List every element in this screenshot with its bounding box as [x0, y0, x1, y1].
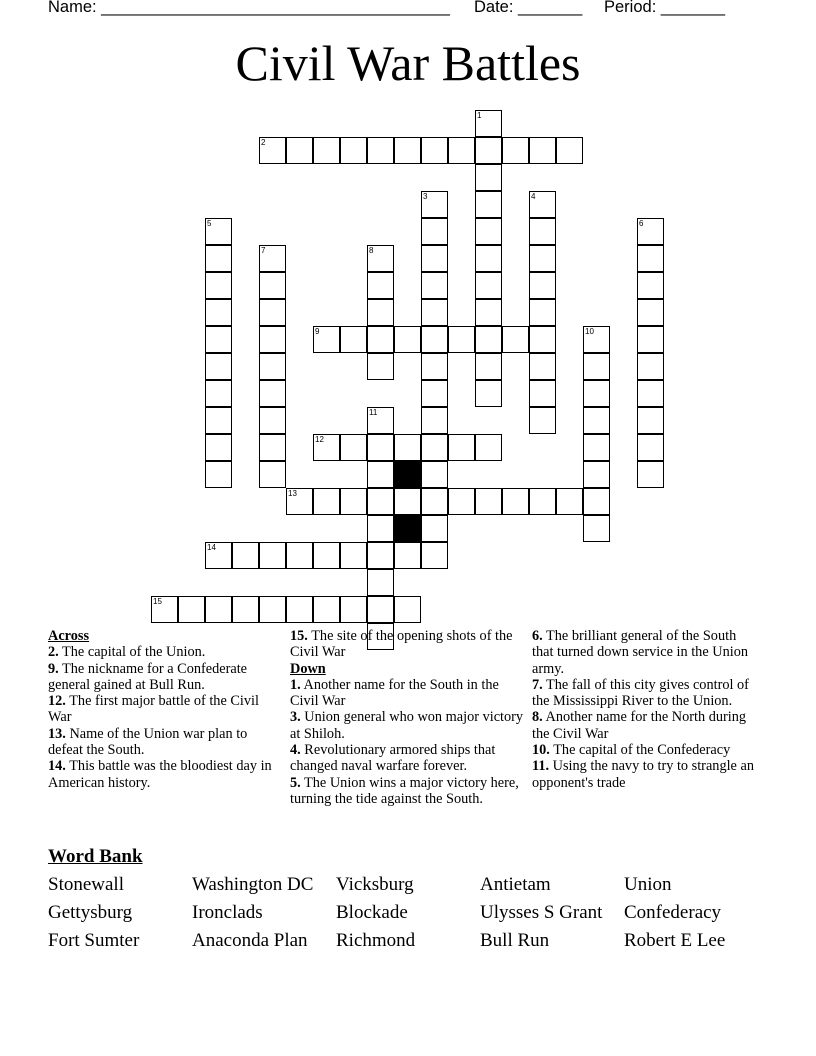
- crossword-cell[interactable]: [448, 326, 475, 353]
- crossword-cell[interactable]: [529, 488, 556, 515]
- crossword-cell[interactable]: [583, 488, 610, 515]
- crossword-cell[interactable]: [529, 326, 556, 353]
- across-heading: Across: [48, 628, 90, 644]
- crossword-cell[interactable]: [367, 488, 394, 515]
- crossword-cell[interactable]: [205, 596, 232, 623]
- crossword-cell[interactable]: [205, 542, 232, 569]
- clue-across-13: 13. Name of the Union war plan to defeat the South.: [48, 725, 248, 759]
- crossword-cell[interactable]: [475, 488, 502, 515]
- date-field[interactable]: Date: _______: [474, 0, 583, 16]
- word-bank-title: Word Bank: [48, 846, 143, 867]
- crossword-cell[interactable]: [259, 299, 286, 326]
- crossword-cell[interactable]: [637, 461, 664, 488]
- crossword-cell[interactable]: [151, 596, 178, 623]
- clue-number: 9: [315, 327, 320, 336]
- crossword-cell[interactable]: [421, 407, 448, 434]
- word-bank-item: Ironclads: [192, 902, 263, 923]
- crossword-cell[interactable]: [313, 488, 340, 515]
- crossword-cell[interactable]: [475, 245, 502, 272]
- period-field[interactable]: Period: _______: [604, 0, 726, 16]
- crossword-cell[interactable]: [637, 407, 664, 434]
- crossword-cell[interactable]: [637, 272, 664, 299]
- crossword-cell[interactable]: [205, 434, 232, 461]
- crossword-block: [394, 515, 421, 542]
- crossword-cell[interactable]: [502, 326, 529, 353]
- crossword-cell[interactable]: [313, 326, 340, 353]
- clue-number: 1: [477, 111, 482, 120]
- clues-col-2: [290, 628, 525, 807]
- crossword-cell[interactable]: [529, 218, 556, 245]
- crossword-cell[interactable]: [259, 272, 286, 299]
- crossword-cell[interactable]: [259, 137, 286, 164]
- crossword-cell[interactable]: [394, 434, 421, 461]
- crossword-cell[interactable]: [583, 326, 610, 353]
- crossword-cell[interactable]: [340, 542, 367, 569]
- crossword-cell[interactable]: [529, 245, 556, 272]
- clue-across-2: 2. The capital of the Union.: [48, 644, 206, 661]
- crossword-cell[interactable]: [421, 353, 448, 380]
- crossword-cell[interactable]: [205, 380, 232, 407]
- crossword-cell[interactable]: [421, 218, 448, 245]
- crossword-cell[interactable]: [259, 353, 286, 380]
- crossword-cell[interactable]: [421, 515, 448, 542]
- crossword-cell[interactable]: [367, 461, 394, 488]
- crossword-cell[interactable]: [340, 326, 367, 353]
- crossword-cell[interactable]: [205, 299, 232, 326]
- crossword-cell[interactable]: [475, 326, 502, 353]
- clue-number: 10: [585, 327, 594, 336]
- crossword-cell[interactable]: [637, 299, 664, 326]
- clue-across-9: 9. The nickname for a Confederate general gained at Bull Run.: [48, 660, 248, 693]
- crossword-cell[interactable]: [502, 488, 529, 515]
- crossword-cell[interactable]: [259, 461, 286, 488]
- crossword-cell[interactable]: [259, 380, 286, 407]
- word-bank-item: Confederacy: [624, 902, 722, 923]
- crossword-cell[interactable]: [583, 353, 610, 380]
- word-bank-item: Vicksburg: [336, 874, 414, 895]
- crossword-cell[interactable]: [475, 299, 502, 326]
- crossword-cell[interactable]: [637, 434, 664, 461]
- clue-down-1: 1. Another name for the South in the Civil War: [290, 676, 499, 710]
- across-clues-col: [48, 628, 276, 791]
- crossword-cell[interactable]: [475, 137, 502, 164]
- word-bank-item: Washington DC: [192, 874, 314, 895]
- crossword-cell[interactable]: [259, 245, 286, 272]
- crossword-cell[interactable]: [394, 596, 421, 623]
- crossword-cell[interactable]: [205, 326, 232, 353]
- crossword-cell[interactable]: [421, 191, 448, 218]
- crossword-cell[interactable]: [394, 326, 421, 353]
- crossword-cell[interactable]: [340, 434, 367, 461]
- crossword-cell[interactable]: [637, 218, 664, 245]
- word-bank-item: Anaconda Plan: [192, 930, 308, 951]
- crossword-cell[interactable]: [637, 326, 664, 353]
- crossword-cell[interactable]: [421, 272, 448, 299]
- crossword-cell[interactable]: [205, 407, 232, 434]
- crossword-cell[interactable]: [448, 137, 475, 164]
- crossword-cell[interactable]: [421, 245, 448, 272]
- crossword-cell[interactable]: [475, 353, 502, 380]
- crossword-cell[interactable]: [421, 488, 448, 515]
- crossword-cell[interactable]: [529, 407, 556, 434]
- clue-across-15: 15. The site of the opening shots of the Civil War: [290, 628, 513, 661]
- crossword-cell[interactable]: [205, 218, 232, 245]
- crossword-cell[interactable]: [448, 488, 475, 515]
- crossword-cell[interactable]: [286, 488, 313, 515]
- clue-number: 15: [153, 597, 162, 606]
- crossword-cell[interactable]: [529, 353, 556, 380]
- crossword-cell[interactable]: [529, 299, 556, 326]
- crossword-cell[interactable]: [529, 380, 556, 407]
- crossword-cell[interactable]: [394, 137, 421, 164]
- crossword-cell[interactable]: [367, 434, 394, 461]
- crossword-cell[interactable]: [475, 434, 502, 461]
- word-bank-item: Antietam: [480, 874, 551, 895]
- clue-number: 14: [207, 543, 216, 552]
- crossword-cell[interactable]: [178, 596, 205, 623]
- crossword-cell[interactable]: [637, 245, 664, 272]
- crossword-cell[interactable]: [556, 488, 583, 515]
- clue-down-3: 3. Union general who won major victory at Shiloh.: [290, 709, 524, 742]
- page-title: Civil War Battles: [235, 35, 581, 91]
- crossword-cell[interactable]: [529, 137, 556, 164]
- crossword-cell[interactable]: [340, 596, 367, 623]
- crossword-cell[interactable]: [421, 542, 448, 569]
- clue-number: 2: [261, 138, 266, 147]
- clues-col-3: [532, 628, 760, 791]
- clue-down-11: 11. Using the navy to try to strangle an opponent's trade: [532, 758, 754, 791]
- crossword-cell[interactable]: [340, 488, 367, 515]
- word-bank-item: Ulysses S Grant: [480, 902, 603, 923]
- crossword-cell[interactable]: [367, 515, 394, 542]
- crossword-cell[interactable]: [367, 353, 394, 380]
- crossword-cell[interactable]: [583, 380, 610, 407]
- crossword-cell[interactable]: [340, 137, 367, 164]
- clue-down-8: 8. Another name for the North during the Civil War: [532, 709, 747, 742]
- crossword-cell[interactable]: [205, 461, 232, 488]
- crossword-cell[interactable]: [421, 299, 448, 326]
- crossword-cell[interactable]: [394, 488, 421, 515]
- crossword-cell[interactable]: [313, 137, 340, 164]
- crossword-cell[interactable]: [313, 596, 340, 623]
- crossword-cell[interactable]: [583, 434, 610, 461]
- clue-down-4: 4. Revolutionary armored ships that changed naval warfare forever.: [290, 742, 496, 775]
- crossword-cell[interactable]: [367, 569, 394, 596]
- crossword-cell[interactable]: [583, 461, 610, 488]
- crossword-cell[interactable]: [583, 407, 610, 434]
- clue-down-5: 5. The Union wins a major victory here, turning the tide against the South.: [290, 774, 519, 807]
- clue-down-10: 10. The capital of the Confederacy: [532, 742, 731, 759]
- word-bank-item: Stonewall: [48, 874, 124, 895]
- crossword-cell[interactable]: [637, 353, 664, 380]
- word-bank-item: Fort Sumter: [48, 930, 140, 951]
- crossword-cell[interactable]: [367, 245, 394, 272]
- crossword-cell[interactable]: [259, 407, 286, 434]
- clue-across-12: 12. The first major battle of the Civil War: [48, 693, 259, 726]
- crossword-cell[interactable]: [421, 380, 448, 407]
- crossword-cell[interactable]: [421, 326, 448, 353]
- crossword-cell[interactable]: [205, 272, 232, 299]
- crossword-cell[interactable]: [475, 164, 502, 191]
- word-bank-item: Robert E Lee: [624, 930, 726, 951]
- crossword-cell[interactable]: [259, 434, 286, 461]
- clue-number: 8: [369, 246, 374, 255]
- clue-number: 13: [288, 489, 297, 498]
- crossword-cell[interactable]: [367, 326, 394, 353]
- worksheet-header: [48, 0, 768, 20]
- name-field[interactable]: Name: ______________________________________: [48, 0, 450, 16]
- crossword-cell[interactable]: [421, 434, 448, 461]
- clue-down-6: 6. The brilliant general of the South that turned down service in the Union army.: [532, 628, 748, 677]
- crossword-cell[interactable]: [286, 596, 313, 623]
- crossword-cell[interactable]: [367, 272, 394, 299]
- clue-number: 7: [261, 246, 266, 255]
- word-bank-item: Union: [624, 874, 672, 895]
- crossword-cell[interactable]: [529, 191, 556, 218]
- crossword-cell[interactable]: [394, 542, 421, 569]
- clue-down-7: 7. The fall of this city gives control of the Mississippi River to the Union.: [532, 676, 749, 710]
- clue-number: 3: [423, 192, 428, 201]
- crossword-cell[interactable]: [637, 380, 664, 407]
- crossword-cell[interactable]: [367, 407, 394, 434]
- crossword-cell[interactable]: [205, 245, 232, 272]
- clue-number: 5: [207, 219, 212, 228]
- crossword-cell[interactable]: [556, 137, 583, 164]
- clue-across-14: 14. This battle was the bloodiest day in American history.: [48, 758, 272, 791]
- crossword-cell[interactable]: [421, 137, 448, 164]
- crossword-cell[interactable]: [421, 461, 448, 488]
- word-bank-item: Bull Run: [480, 930, 550, 951]
- crossword-cell[interactable]: [259, 326, 286, 353]
- crossword-cell[interactable]: [583, 515, 610, 542]
- crossword-cell[interactable]: [367, 542, 394, 569]
- crossword-cell[interactable]: [286, 542, 313, 569]
- crossword-cell[interactable]: [475, 218, 502, 245]
- crossword-cell[interactable]: [286, 137, 313, 164]
- crossword-cell[interactable]: [367, 137, 394, 164]
- crossword-cell[interactable]: [313, 434, 340, 461]
- crossword-cell[interactable]: [232, 596, 259, 623]
- crossword-cell[interactable]: [475, 272, 502, 299]
- clue-number: 4: [531, 192, 536, 201]
- crossword-block: [394, 461, 421, 488]
- crossword-cell[interactable]: [259, 542, 286, 569]
- crossword-cell[interactable]: [367, 299, 394, 326]
- clue-number: 12: [315, 435, 324, 444]
- crossword-cell[interactable]: [367, 596, 394, 623]
- word-bank-item: Blockade: [336, 902, 408, 923]
- crossword-cell[interactable]: [475, 380, 502, 407]
- crossword-cell[interactable]: [259, 596, 286, 623]
- crossword-cell[interactable]: [205, 353, 232, 380]
- word-bank-item: Gettysburg: [48, 902, 133, 923]
- crossword-cell[interactable]: [448, 434, 475, 461]
- down-heading: Down: [290, 660, 326, 677]
- crossword-cell[interactable]: [475, 110, 502, 137]
- word-bank-item: Richmond: [336, 930, 416, 951]
- clue-number: 11: [369, 408, 378, 417]
- crossword-cell[interactable]: [502, 137, 529, 164]
- clue-number: 6: [639, 219, 644, 228]
- crossword-cell[interactable]: [475, 191, 502, 218]
- crossword-cell[interactable]: [232, 542, 259, 569]
- crossword-cell[interactable]: [529, 272, 556, 299]
- crossword-cell[interactable]: [313, 542, 340, 569]
